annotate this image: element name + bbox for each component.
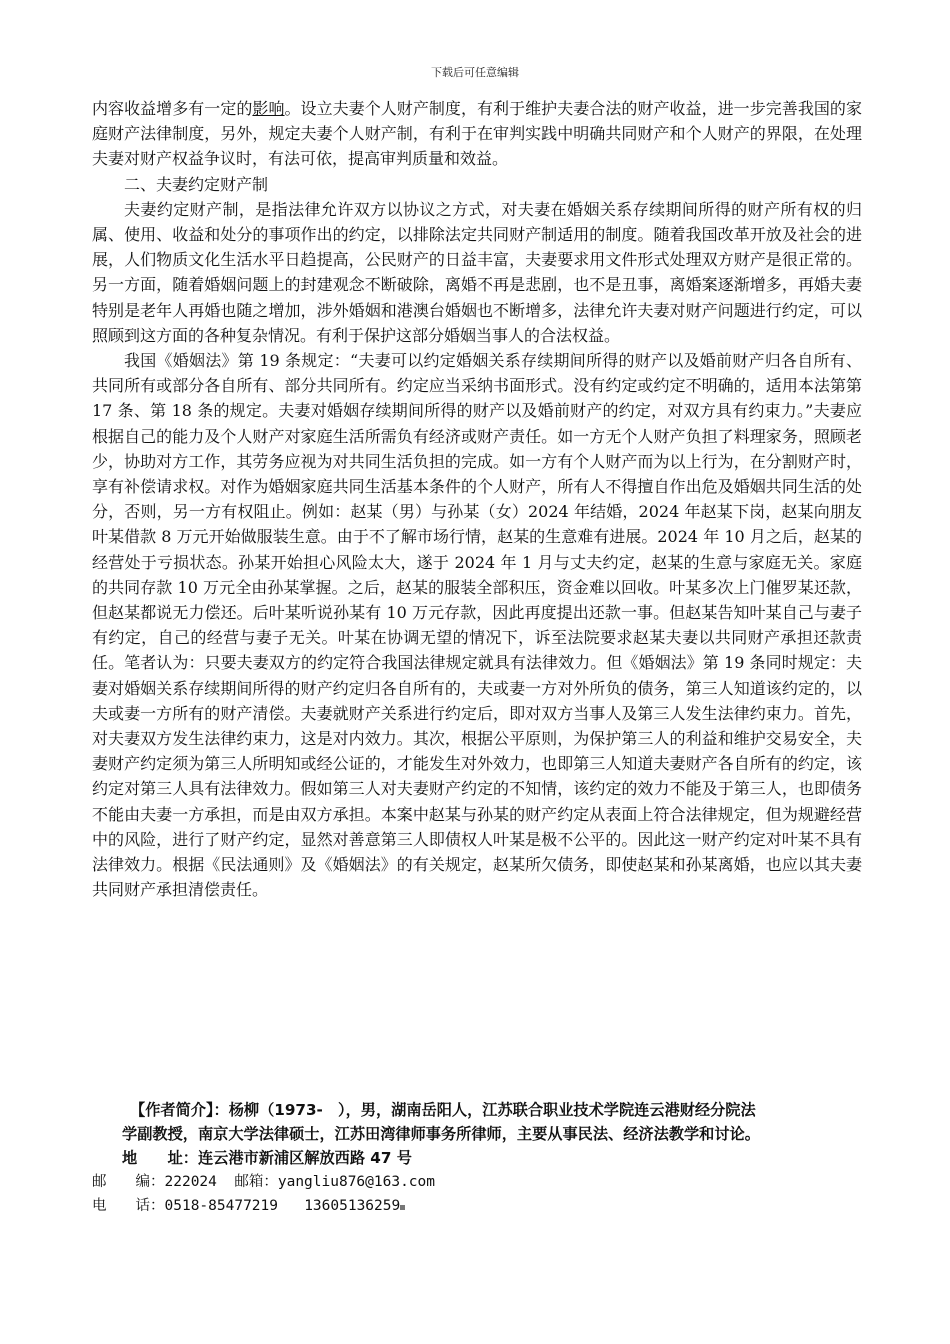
paragraph-p3 [92,197,862,348]
postcode-label: 邮 编： [92,1174,165,1190]
phone-value-1: 0518-85477219 [164,1198,278,1214]
end-mark [400,1205,405,1210]
article-body [92,96,862,903]
paragraph-p4 [92,348,862,902]
paragraph-p2-segment: 二、夫妻约定财产制 [124,174,269,194]
address-label: 地 址： [122,1149,198,1167]
paragraph-p1-segment: 影响 [252,99,285,118]
address-row [92,1146,882,1170]
phone-value-2: 13605136259 [304,1198,401,1214]
author-intro-line-2: 学副教授，南京大学法律硕士，江苏田湾律师事务所律师，主要从事民法、经济法教学和讨论。 [122,1125,760,1143]
address-value: 连云港市新浦区解放西路 47 号 [197,1149,412,1167]
email-value[interactable]: yangliu876@163.com [277,1174,435,1190]
paragraph-p2 [92,172,862,197]
paragraph-p3-segment: 夫妻约定财产制，是指法律允许双方以协议之方式，对夫妻在婚姻关系存续期间所得的财产所有权的归属、使用、收益和处分的事项作出的约定，以排除法定共同财产制适用的制度。随着我国改革开放及社会的进展，人们物质文化生活水平日趋提高，公民财产的日益丰富，夫妻要求用文件形式处理双方财产是很正常的。另一方面，随着婚姻问题上的封建观念不断破除，离婚不再是悲剧，也不是丑事，离婚案逐渐增多，再婚夫妻特别是老年人再婚也随之增加，涉外婚姻和港澳台婚姻也不断增多，法律允许夫妻对财产问题进行约定，可以照顾到这方面的各种复杂情况。有利于保护这部分婚姻当事人的合法权益。 [92,199,862,345]
phone-label: 电 话： [92,1198,165,1214]
author-info [92,1098,882,1218]
email-label: 邮箱： [234,1174,278,1190]
paragraph-p1-segment: 。设立夫妻个人财产制度，有利于维护夫妻合法的财产收益，进一步完善我国的家庭财产法律制度，另外，规定夫妻个人财产制，有利于在审判实践中明确共同财产和个人财产的界限，在处理夫妻对财产权益争议时，有法可依，提高审判质量和效益。 [92,99,862,169]
paragraph-p1-segment: 内容收益增多有一定的 [92,99,253,118]
page-header: 下载后可任意编辑 [431,66,519,79]
paragraph-p4-segment: 我国《婚姻法》第 19 条规定：“夫妻可以约定婚姻关系存续期间所得的财产以及婚前财产归各自所有、共同所有或部分各自所有、部分共同所有。约定应当采纳书面形式。没有约定或约定不明确的，适用本法第第 17 条、第 18 条的规定。夫妻对婚姻存续期间所得的财产以及婚前财产的约定，对双方具有约束力。”夫妻应根据自己的能力及个人财产对家庭生活所需负有经济或财产责任。如一方无个人财产负担了料理家务，照顾老少，协助对方工作，其劳务应视为对共同生活负担的完成。如一方有个人财产而为以上行为，在分割财产时，享有补偿请求权。对作为婚姻家庭共同生活基本条件的个人财产，所有人不得擅自作出危及婚姻共同生活的处分，否则，另一方有权阻止。例如：赵某（男）与孙某（女）2024 年结婚，2024 年赵某下岗，赵某向朋友叶某借款 8 万元开始做服装生意。由于不了解市场行情，赵某的生意难有进展。2024 年 10 月之后，赵某的经营处于亏损状态。孙某开始担心风险太大，遂于 2024 年 1 月与丈夫约定，赵某的生意与家庭无关。家庭的共同存款 10 万元全由孙某掌握。之后，赵某的服装全部积压，资金难以回收。叶某多次上门催罗某还款，但赵某都说无力偿还。后叶某听说孙某有 10 万元存款，因此再度提出还款一事。但赵某告知叶某自己与妻子有约定，自己的经营与妻子无关。叶某在协调无望的情况下，诉至法院要求赵某夫妻以共同财产承担还款责任。笔者认为：只要夫妻双方的约定符合我国法律规定就具有法律效力。但《婚姻法》第 19 条同时规定：夫妻对婚姻关系存续期间所得的财产约定归各自所有的，夫或妻一方对外所负的债务，第三人知道该约定的，以夫或妻一方所有的财产清偿。夫妻就财产关系进行约定后，即对双方当事人及第三人发生法律约束力。首先，对夫妻双方发生法律约束力，这是对内效力。其次，根据公平原则，为保护第三人的利益和维护交易安全，夫妻财产约定须为第三人所明知或经公证的，才能发生对外效力，也即第三人知道夫妻财产各自所有的约定，该约定对第三人具有法律效力。假如第三人对夫妻财产约定的不知情，该约定的效力不能及于第三人，也即债务不能由夫妻一方承担，而是由双方承担。本案中赵某与孙某的财产约定从表面上符合法律规定，但为规避经营中的风险，进行了财产约定，显然对善意第三人即债权人叶某是极不公平的。因此这一财产约定对叶某不具有法律效力。根据《民法通则》及《婚姻法》的有关规定，赵某所欠债务，即使赵某和孙某离婚，也应以其夫妻共同财产承担清偿责任。 [92,351,862,900]
postcode-email-row [92,1170,882,1194]
phone-row [92,1194,882,1218]
paragraph-p1 [92,96,862,172]
author-intro-line-1: 【作者简介】：杨柳（1973- ），男，湖南岳阳人，江苏联合职业技术学院连云港财经分院法 [130,1101,756,1119]
postcode-value: 222024 [164,1174,217,1190]
